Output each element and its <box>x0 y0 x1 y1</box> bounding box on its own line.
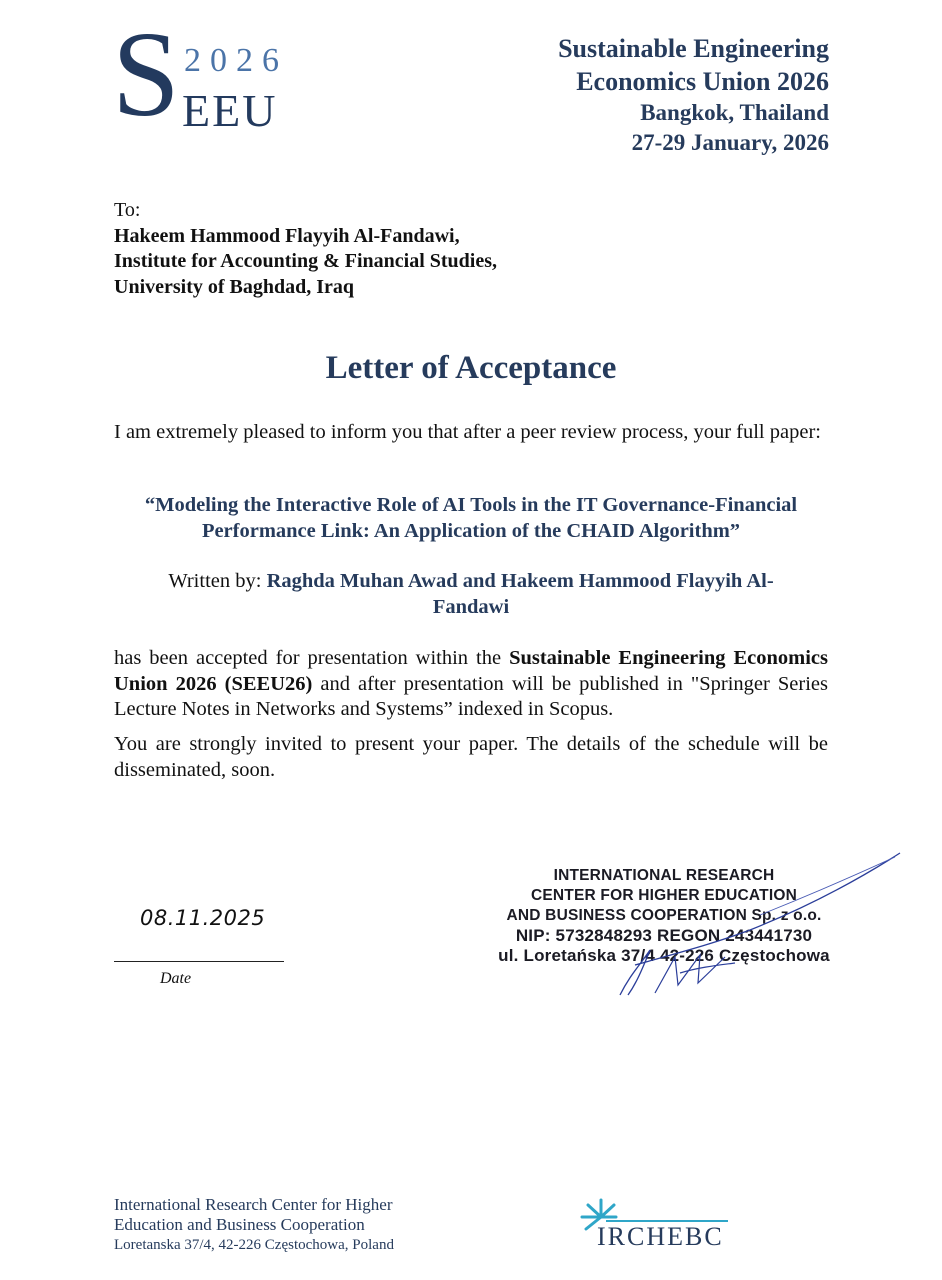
stamp-line5: ul. Loretańska 37/4 42-226 Częstochowa <box>498 946 830 965</box>
logo-year: 2026 <box>184 42 288 79</box>
conference-name-line2: Economics Union 2026 <box>576 67 829 96</box>
signature-icon <box>560 845 905 1005</box>
written-by-label: Written by: <box>168 570 262 592</box>
seeu-logo <box>112 7 302 142</box>
footer-line2: Education and Business Cooperation <box>114 1215 365 1234</box>
irchebc-logo-text: IRCHEBC <box>597 1222 724 1251</box>
conference-dates: 27-29 January, 2026 <box>631 130 829 155</box>
stamp-line4: NIP: 5732848293 REGON 243441730 <box>515 926 813 945</box>
conference-header <box>558 32 829 158</box>
stamp-line2: CENTER FOR HIGHER EDUCATION <box>530 887 798 904</box>
date-label: Date <box>160 970 192 987</box>
authors-line <box>134 569 808 620</box>
footer-line3: Loretanska 37/4, 42-226 Częstochowa, Poland <box>114 1237 394 1253</box>
recipient-name: Hakeem Hammood Flayyih Al-Fandawi, <box>114 224 460 247</box>
paper-title: “Modeling the Interactive Role of AI Tools in the IT Governance-Financial Performance Link: An Application of the CHAID Algorithm” <box>144 494 798 542</box>
letter-title: Letter of Acceptance <box>325 350 617 386</box>
to-label: To: <box>114 199 141 221</box>
date-value: 08.11.2025 <box>140 906 266 930</box>
recipient-institute: Institute for Accounting & Financial Studies, <box>114 250 497 272</box>
recipient-university: University of Baghdad, Iraq <box>114 275 355 298</box>
logo-abbr: EEU <box>182 85 278 136</box>
stamp-line1: INTERNATIONAL RESEARCH <box>553 867 775 884</box>
conference-full-name: Sustainable Engineering Economics Union 2026 (SEEU26) <box>114 647 828 695</box>
stamp-line3: AND BUSINESS COOPERATION Sp. z o.o. <box>506 907 822 924</box>
acceptance-suffix: and after presentation will be published in "Springer Series Lecture Notes in Networks and Systems” indexed in Scopus. <box>114 672 828 720</box>
footer-address <box>114 1195 394 1255</box>
logo-letter: S <box>112 7 180 142</box>
acceptance-prefix: has been accepted for presentation within the <box>114 647 502 669</box>
invitation-paragraph: You are strongly invited to present your paper. The details of the schedule will be disseminated, soon. <box>114 733 828 781</box>
authors-names: Raghda Muhan Awad and Hakeem Hammood Flayyih Al-Fandawi <box>266 570 774 618</box>
conference-location: Bangkok, Thailand <box>640 100 829 125</box>
recipient-block <box>114 198 497 300</box>
acceptance-paragraph <box>114 646 828 723</box>
conference-name-line1: Sustainable Engineering <box>558 34 829 63</box>
intro-paragraph: I am extremely pleased to inform you that after a peer review process, your full paper: <box>114 421 821 443</box>
footer-line1: International Research Center for Higher <box>114 1195 393 1214</box>
date-underline <box>114 961 284 962</box>
